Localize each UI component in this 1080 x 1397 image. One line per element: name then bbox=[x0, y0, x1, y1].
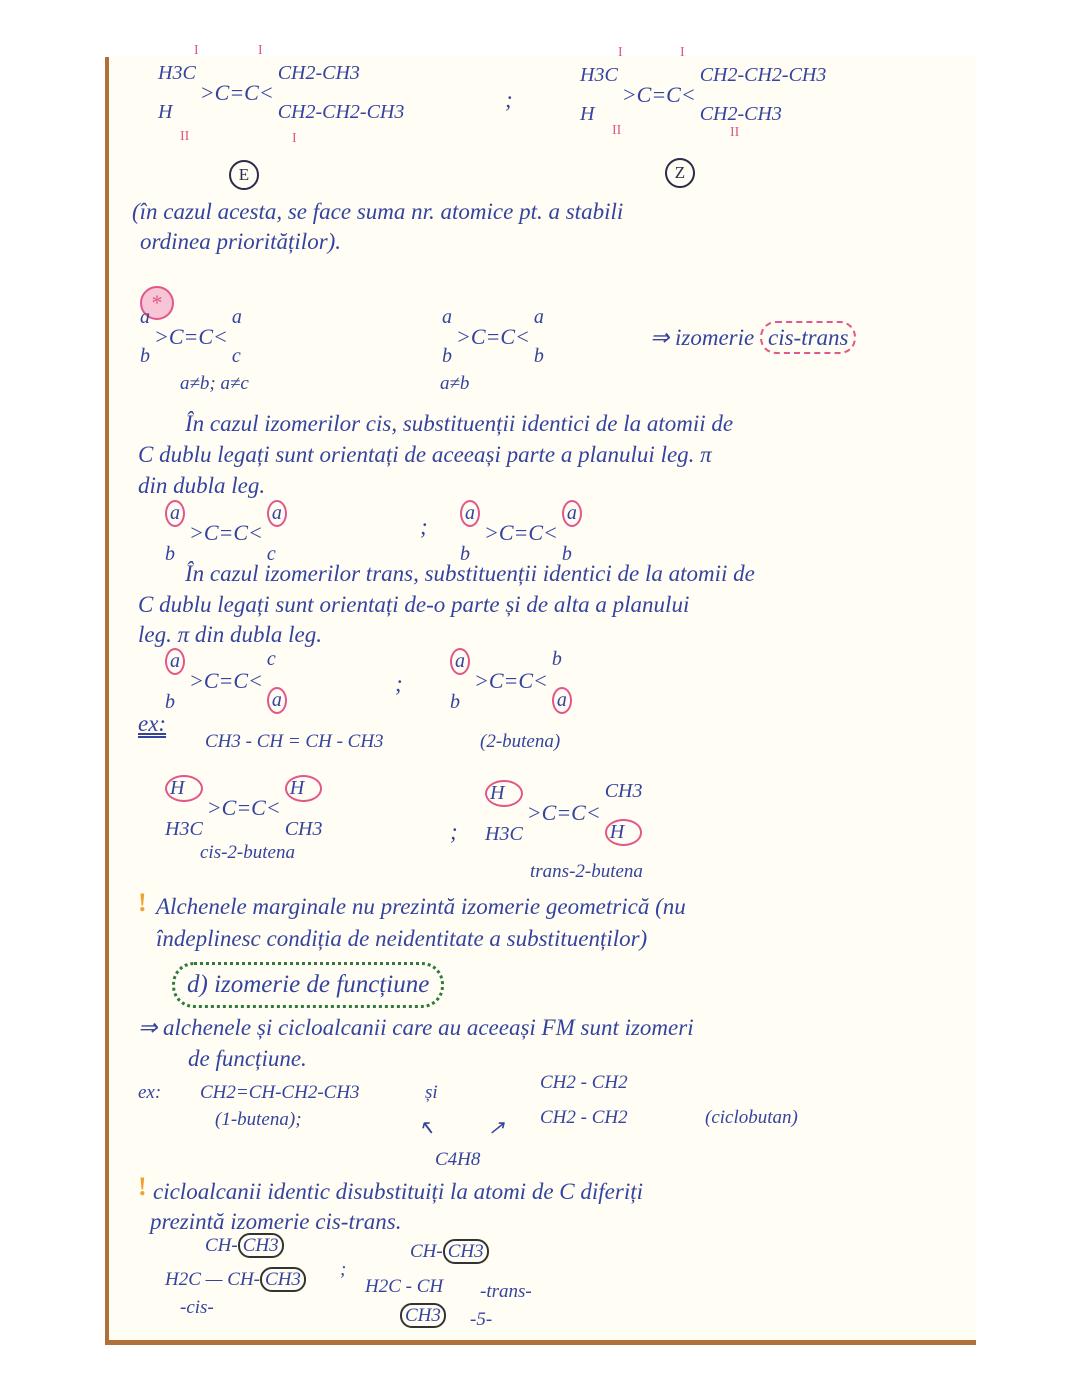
trans-struct-1 bbox=[165, 648, 287, 714]
arrow-icon: ↗ bbox=[488, 1117, 505, 1139]
substituent: a bbox=[165, 648, 185, 675]
example-label: ex: bbox=[138, 711, 167, 736]
result-text: ⇒ izomerie bbox=[650, 325, 755, 350]
substituent: H3C bbox=[165, 818, 203, 840]
cis-ring-top bbox=[205, 1236, 284, 1255]
double-bond: >C=C< bbox=[154, 324, 228, 349]
double-bond: >C=C< bbox=[474, 668, 548, 693]
trans-ring-methyl bbox=[400, 1306, 446, 1325]
formula: CH3 - CH = CH - CH3 bbox=[205, 731, 384, 752]
trans-ring-bottom: H2C - CH bbox=[365, 1276, 444, 1297]
warning-icon: ! bbox=[138, 1172, 147, 1201]
trans-struct-2 bbox=[450, 648, 572, 714]
struct-z bbox=[580, 64, 826, 126]
substituent: b bbox=[442, 345, 452, 367]
isomer-label: trans-2-butena bbox=[530, 861, 643, 882]
substituent: b bbox=[165, 543, 175, 565]
double-bond: >C=C< bbox=[484, 520, 558, 545]
substituent: H bbox=[158, 101, 173, 123]
paragraph-line: Alchenele marginale nu prezintă izomerie geometrică (nu bbox=[156, 894, 686, 919]
priority-mark: II bbox=[612, 123, 622, 138]
substituent: H3C bbox=[580, 64, 618, 86]
cis-struct-2 bbox=[460, 500, 582, 566]
generic-struct-2 bbox=[442, 306, 544, 368]
priority-mark: II bbox=[730, 125, 740, 140]
double-bond: >C=C< bbox=[189, 668, 263, 693]
priority-mark: I bbox=[618, 45, 623, 60]
separator: ; bbox=[340, 1259, 347, 1280]
substituent: b bbox=[533, 345, 544, 367]
substituent: a bbox=[450, 648, 470, 675]
substituent: a bbox=[165, 500, 185, 527]
paragraph-line: leg. π din dubla leg. bbox=[138, 622, 322, 647]
priority-mark: II bbox=[180, 129, 190, 144]
priority-mark: I bbox=[258, 43, 263, 58]
substituent: b bbox=[561, 543, 572, 565]
result bbox=[650, 326, 856, 349]
ring-atom: CH- bbox=[205, 1235, 238, 1256]
page-number: -5- bbox=[470, 1309, 493, 1330]
substituent: b bbox=[450, 691, 460, 713]
formula: CH2=CH-CH2-CH3 bbox=[200, 1082, 360, 1103]
isomer-label: -cis- bbox=[180, 1297, 214, 1318]
ring-atom: H2C — CH- bbox=[165, 1269, 261, 1290]
substituent: a bbox=[442, 306, 452, 328]
substituent: a bbox=[460, 500, 480, 527]
section-heading: d) izomerie de funcțiune bbox=[172, 962, 444, 1008]
cis-ring-bottom bbox=[165, 1270, 306, 1289]
conjunction: și bbox=[425, 1082, 438, 1103]
ring-atom: CH- bbox=[410, 1241, 443, 1262]
condition: a≠b; a≠c bbox=[180, 373, 249, 394]
substituent: H bbox=[580, 103, 595, 125]
cis-trans-tag: cis-trans bbox=[760, 321, 857, 354]
substituent: H bbox=[605, 819, 643, 846]
ring-top: CH2 - CH2 bbox=[540, 1072, 628, 1093]
trans-2-butena-struct bbox=[485, 780, 642, 846]
double-bond: >C=C< bbox=[189, 520, 263, 545]
substituent: H bbox=[165, 775, 203, 802]
substituent: CH2-CH3 bbox=[699, 103, 782, 125]
separator: ; bbox=[450, 819, 458, 844]
paragraph-line: C dublu legați sunt orientați de aceeași parte a planului leg. π bbox=[138, 442, 712, 467]
separator: ; bbox=[395, 671, 403, 696]
paragraph-line: cicloalcanii identic disubstituiți la atomi de C diferiți bbox=[153, 1179, 643, 1204]
isomer-label: -trans- bbox=[480, 1281, 532, 1302]
warning-icon: ! bbox=[138, 888, 147, 917]
double-bond: >C=C< bbox=[526, 800, 601, 825]
substituent: CH3 bbox=[604, 780, 643, 802]
condition: a≠b bbox=[440, 373, 470, 394]
double-bond: >C=C< bbox=[456, 324, 530, 349]
methyl: CH3 bbox=[238, 1233, 284, 1258]
example-label: ex: bbox=[138, 1082, 162, 1103]
substituent: b bbox=[140, 345, 150, 367]
priority-mark: I bbox=[292, 131, 297, 146]
note-line: (în cazul acesta, se face suma nr. atomice pt. a stabili bbox=[132, 199, 624, 224]
substituent: b bbox=[551, 648, 562, 670]
substituent: CH2-CH2-CH3 bbox=[277, 101, 405, 123]
separator: ; bbox=[505, 87, 513, 112]
ring-bottom: CH2 - CH2 bbox=[540, 1107, 628, 1128]
paragraph-line: C dublu legați sunt orientați de-o parte și de alta a planului bbox=[138, 592, 690, 617]
methyl: CH3 bbox=[260, 1267, 306, 1292]
substituent: a bbox=[267, 687, 287, 714]
substituent: CH3 bbox=[284, 818, 323, 840]
compound-name: (1-butena); bbox=[215, 1109, 302, 1130]
substituent: a bbox=[562, 500, 582, 527]
substituent: a bbox=[140, 306, 150, 328]
paragraph-line: de funcțiune. bbox=[188, 1046, 307, 1071]
substituent: a bbox=[552, 687, 572, 714]
paragraph-line: îndeplinesc condiția de neidentitate a substituenților) bbox=[156, 926, 648, 951]
substituent: H bbox=[485, 780, 523, 807]
trans-ring-top bbox=[410, 1242, 489, 1261]
substituent: c bbox=[231, 345, 241, 367]
z-label: Z bbox=[665, 158, 695, 188]
paragraph-line: În cazul izomerilor cis, substituenții identici de la atomii de bbox=[185, 411, 734, 436]
substituent: H3C bbox=[485, 823, 523, 845]
methyl: CH3 bbox=[400, 1303, 446, 1328]
cis-struct-1 bbox=[165, 500, 287, 566]
molecular-formula: C4H8 bbox=[435, 1149, 481, 1170]
paragraph-line: În cazul izomerilor trans, substituenții identici de la atomii de bbox=[185, 561, 755, 586]
compound-name: (ciclobutan) bbox=[705, 1107, 798, 1128]
substituent: c bbox=[266, 543, 276, 565]
methyl: CH3 bbox=[443, 1239, 489, 1264]
cis-2-butena-struct bbox=[165, 775, 322, 841]
e-label: E bbox=[229, 160, 259, 190]
double-bond: >C=C< bbox=[206, 795, 281, 820]
note-line: ordinea priorităților). bbox=[140, 229, 342, 254]
priority-mark: I bbox=[194, 43, 199, 58]
substituent: b bbox=[165, 691, 175, 713]
substituent: a bbox=[533, 306, 544, 328]
substituent: b bbox=[460, 543, 470, 565]
substituent: H3C bbox=[158, 62, 196, 84]
paragraph-line: prezintă izomerie cis-trans. bbox=[150, 1209, 402, 1234]
substituent: CH2-CH3 bbox=[277, 62, 360, 84]
isomer-label: cis-2-butena bbox=[200, 842, 295, 863]
substituent: a bbox=[267, 500, 287, 527]
separator: ; bbox=[420, 514, 428, 539]
substituent: c bbox=[266, 648, 276, 670]
double-bond: >C=C< bbox=[621, 82, 696, 107]
generic-struct-1 bbox=[140, 306, 242, 368]
struct-e bbox=[158, 62, 404, 124]
paragraph-line: ⇒ alchenele și cicloalcanii care au aceeași FM sunt izomeri bbox=[138, 1015, 694, 1040]
priority-mark: I bbox=[680, 45, 685, 60]
substituent: H bbox=[285, 775, 323, 802]
substituent: a bbox=[231, 306, 242, 328]
double-bond: >C=C< bbox=[199, 80, 274, 105]
paragraph-line: din dubla leg. bbox=[138, 473, 266, 498]
star-icon: * bbox=[140, 286, 174, 320]
compound-name: (2-butena) bbox=[480, 731, 561, 752]
arrow-icon: ↖ bbox=[418, 1117, 435, 1139]
substituent: CH2-CH2-CH3 bbox=[699, 64, 827, 86]
